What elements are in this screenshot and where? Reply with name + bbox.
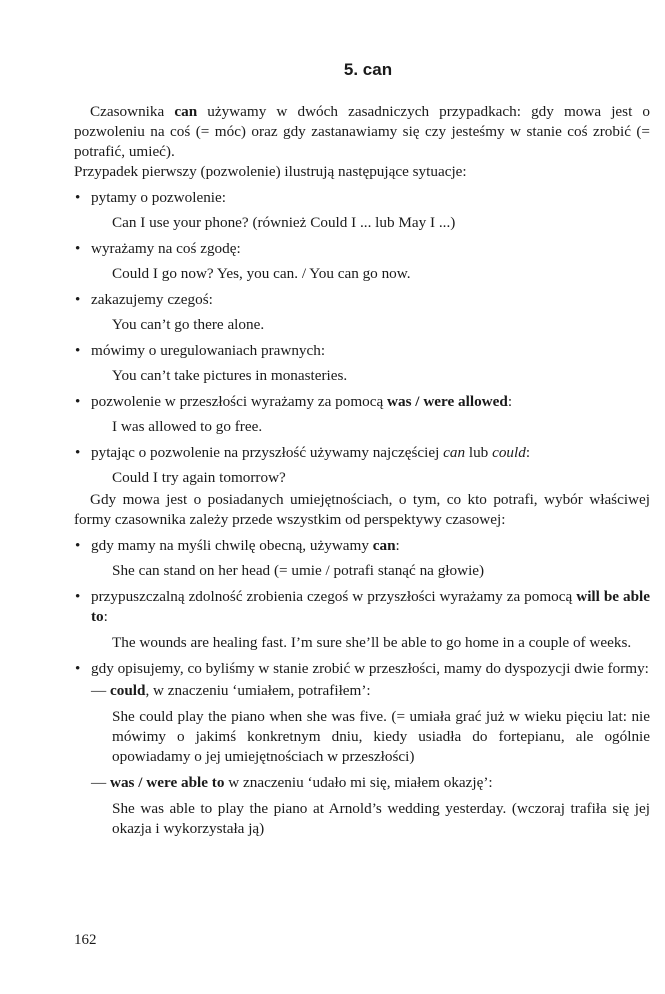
bullet-icon: •	[75, 660, 81, 677]
list-item-keyword: could	[492, 444, 526, 461]
example-sentence: You can’t take pictures in monasteries.	[112, 367, 348, 384]
list-item-keyword: will be able to	[91, 588, 650, 625]
section-title: 5. can	[343, 60, 393, 79]
ability-intro-paragraph: Gdy mowa jest o posiadanych umiejętnościach, o tym, co kto potrafi, wybór właściwej formy czasownika zależy przede wszystkim od perspektywy czasowej:	[74, 491, 650, 528]
bullet-icon: •	[75, 342, 81, 359]
intro-paragraph-2: Przypadek pierwszy (pozwolenie) ilustrują następujące sytuacje:	[74, 163, 467, 180]
page-content	[74, 60, 650, 839]
bullet-icon: •	[75, 189, 81, 206]
bullet-icon: •	[75, 291, 81, 308]
dash-icon: —	[91, 682, 110, 699]
example-sentence: Can I use your phone? (również Could I ... lub May I ...)	[112, 214, 456, 231]
list-item	[74, 659, 650, 679]
example-sentence: You can’t go there alone.	[112, 316, 265, 333]
list-item-text: lub	[465, 444, 493, 461]
sub-item	[74, 773, 650, 793]
intro-text-rest: używamy w dwóch zasadniczych przypadkach: gdy mowa jest o pozwoleniu na coś (= móc) oraz gdy zastanawiamy się czy jesteśmy w stanie coś zrobić (= potrafić, umieć).	[74, 103, 651, 160]
list-item	[74, 392, 650, 412]
sub-item-keyword: could	[109, 682, 146, 699]
bullet-icon: •	[75, 393, 81, 410]
list-item-text: :	[525, 444, 531, 461]
intro-text: Czasownika	[90, 103, 175, 120]
sub-item	[74, 681, 650, 701]
list-item-text: zakazujemy czegoś:	[91, 291, 213, 308]
list-item	[74, 341, 650, 361]
example-sentence: The wounds are healing fast. I’m sure she’ll be able to go home in a couple of weeks.	[112, 634, 632, 651]
example-sentence: She was able to play the piano at Arnold’s wedding yesterday. (wczoraj trafiła się jej okazja i wykorzystała ją)	[112, 800, 650, 837]
list-item	[74, 587, 650, 627]
list-item	[74, 188, 650, 208]
list-item-text: :	[507, 393, 513, 410]
intro-paragraph	[74, 102, 650, 162]
example-sentence: Could I try again tomorrow?	[112, 469, 286, 486]
bullet-icon: •	[75, 240, 81, 257]
example-sentence: I was allowed to go free.	[112, 418, 263, 435]
sub-item-text: , w znaczeniu ‘umiałem, potrafiłem’:	[145, 682, 371, 699]
example-sentence: Could I go now? Yes, you can. / You can go now.	[112, 265, 411, 282]
example-sentence: She could play the piano when she was five. (= umiała grać już w wieku pięciu lat: nie mówimy o jakimś konkretnym dniu, kiedy usiadła do fortepianu, ale ogólnie opowiadamy o jej umiejętnościach w przeszłości)	[112, 708, 650, 765]
list-item-text: mówimy o uregulowaniach prawnych:	[91, 342, 326, 359]
list-item	[74, 239, 650, 259]
list-item-keyword: can	[372, 537, 396, 554]
list-item-text: wyrażamy na coś zgodę:	[91, 240, 241, 257]
list-item	[74, 290, 650, 310]
page-number: 162	[74, 932, 97, 948]
list-item-text: pytamy o pozwolenie:	[91, 189, 226, 206]
sub-item-text: w znaczeniu ‘udało mi się, miałem okazję’:	[224, 774, 493, 791]
bullet-icon: •	[75, 537, 81, 554]
list-item-keyword: was / were allowed	[387, 393, 508, 410]
list-item-text: pytając o pozwolenie na przyszłość używamy najczęściej	[91, 444, 444, 461]
list-item-text: gdy opisujemy, co byliśmy w stanie zrobić w przeszłości, mamy do dyspozycji dwie formy:	[91, 660, 649, 677]
list-item-text: :	[395, 537, 400, 554]
list-item-text: przypuszczalną zdolność zrobienia czegoś w przyszłości wyrażamy za pomocą	[91, 588, 577, 605]
sub-item-keyword: was / were able to	[109, 774, 225, 791]
example-sentence: She can stand on her head (= umie / potrafi stanąć na głowie)	[112, 562, 485, 579]
list-item-text: :	[103, 608, 108, 625]
list-item-text: pozwolenie w przeszłości wyrażamy za pomocą	[91, 393, 388, 410]
list-item	[74, 536, 650, 556]
dash-icon: —	[91, 774, 110, 791]
intro-keyword: can	[174, 103, 198, 120]
list-item	[74, 443, 650, 463]
list-item-keyword: can	[443, 444, 466, 461]
bullet-icon: •	[75, 444, 81, 461]
list-item-text: gdy mamy na myśli chwilę obecną, używamy	[91, 537, 373, 554]
bullet-icon: •	[75, 588, 81, 605]
